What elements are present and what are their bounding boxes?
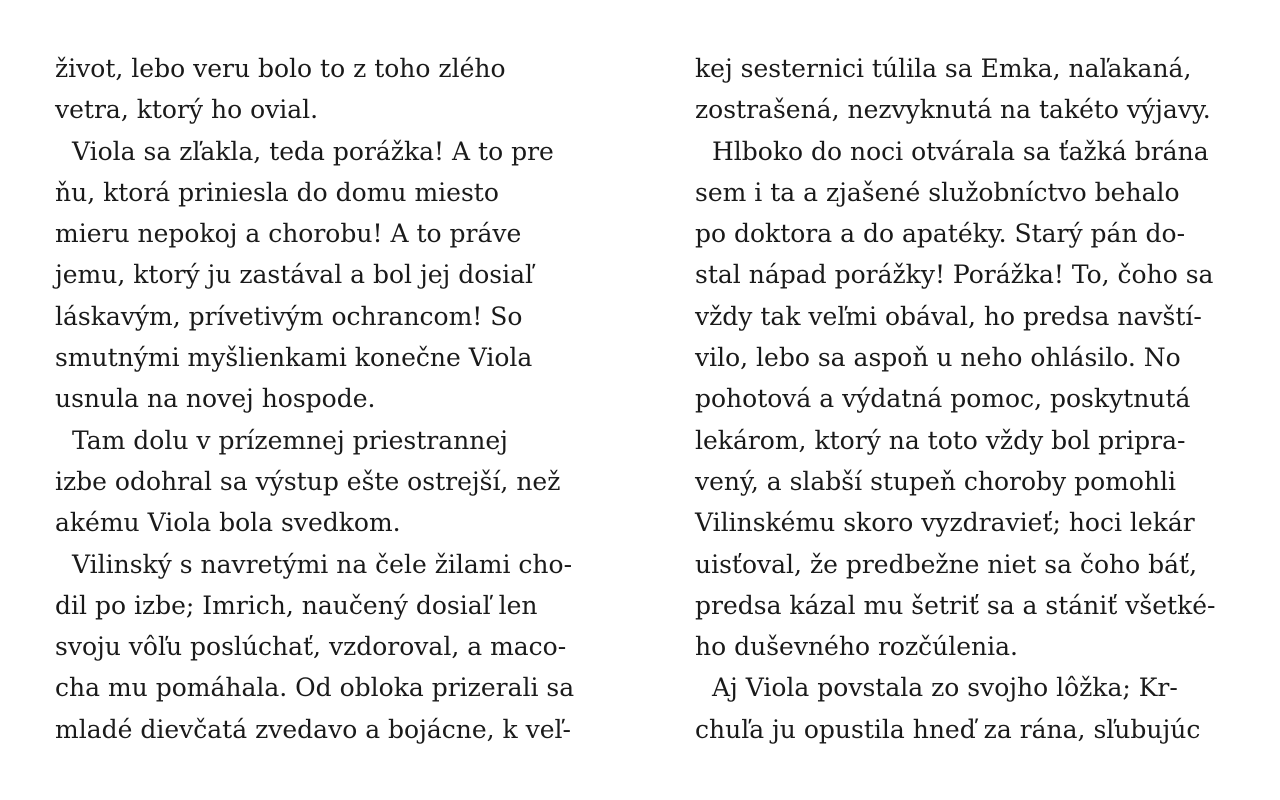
text-line: sem i ta a zjašené služobníctvo behalo (695, 177, 1180, 207)
text-line: kej sesternici túlila sa Emka, naľakaná, (695, 54, 1192, 83)
text-line: vždy tak veľmi obával, ho predsa navští- (695, 301, 1202, 331)
text-line: usnula na novej hospode. (55, 384, 376, 414)
text-line: dil po izbe; Imrich, naučený dosiaľ len (55, 590, 538, 620)
text-line: jemu, ktorý ju zastával a bol jej dosiaľ (55, 260, 534, 290)
text-line: vený, a slabší stupeň choroby pomohli (695, 466, 1177, 496)
text-line: izbe odohral sa výstup ešte ostrejší, než (55, 466, 561, 496)
text-line: Hlboko do noci otvárala sa ťažká brána (712, 136, 1209, 166)
text-line: po doktora a do apatéky. Starý pán do- (695, 219, 1186, 249)
text-line: stal nápad porážky! Porážka! To, čoho sa (695, 260, 1214, 290)
text-line: zostrašená, nezvyknutá na takéto výjavy. (695, 95, 1211, 125)
text-line: život, lebo veru bolo to z toho zlého (55, 54, 506, 83)
text-line: Vilinskému skoro vyzdravieť; hoci lekár (695, 508, 1195, 538)
text-line: Viola sa zľakla, teda porážka! A to pre (72, 136, 554, 166)
left-page (55, 48, 615, 750)
text-line: Tam dolu v prízemnej priestrannej (72, 425, 508, 455)
right-page (695, 48, 1255, 750)
text-line: cha mu pomáhala. Od obloka prizerali sa (55, 673, 575, 703)
text-line: smutnými myšlienkami konečne Viola (55, 343, 533, 373)
text-line: pohotová a výdatná pomoc, poskytnutá (695, 384, 1191, 414)
text-line: mieru nepokoj a chorobu! A to práve (55, 219, 522, 249)
text-line: chuľa ju opustila hneď za rána, sľubujúc (695, 714, 1201, 744)
text-line: predsa kázal mu šetriť sa a stániť všetké- (695, 590, 1216, 620)
text-line: ho duševného rozčúlenia. (695, 632, 1018, 662)
text-line: svoju vôľu poslúchať, vzdoroval, a maco- (55, 632, 567, 662)
text-line: mladé dievčatá zvedavo a bojácne, k veľ- (55, 714, 572, 744)
text-line: lekárom, ktorý na toto vždy bol pripra- (695, 425, 1186, 455)
text-line: uisťoval, že predbežne niet sa čoho báť, (695, 549, 1198, 579)
text-line: ňu, ktorá priniesla do domu miesto (55, 177, 499, 207)
text-line: vilo, lebo sa aspoň u neho ohlásilo. No (695, 343, 1181, 373)
text-line: láskavým, prívetivým ochrancom! So (55, 301, 523, 331)
text-line: Aj Viola povstala zo svojho lôžka; Kr- (712, 673, 1178, 703)
text-line: akému Viola bola svedkom. (55, 508, 401, 538)
text-line: vetra, ktorý ho ovial. (55, 95, 319, 125)
text-line: Vilinský s navretými na čele žilami cho- (72, 549, 573, 579)
